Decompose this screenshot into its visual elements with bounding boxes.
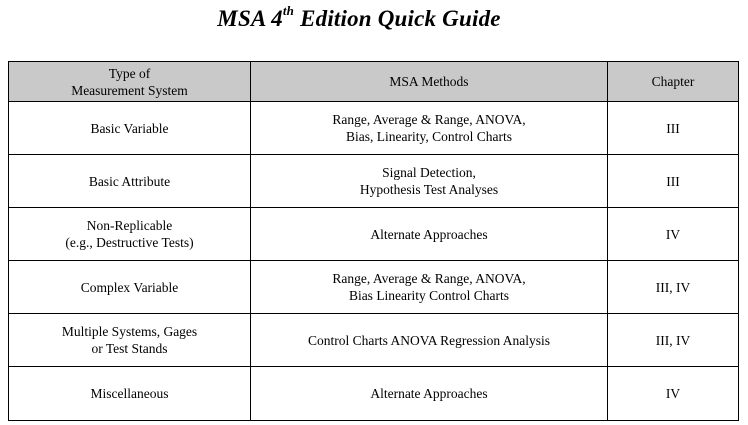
measurement-system-type-cell — [9, 314, 251, 367]
msa-methods-cell — [251, 261, 608, 314]
msa-methods-cell — [251, 314, 608, 367]
measurement-system-type-cell — [9, 208, 251, 261]
chapter-cell: III — [608, 102, 739, 155]
cell-text-line: Complex Variable — [80, 279, 179, 295]
cell-text-line: Basic Attribute — [88, 173, 171, 189]
cell-text-line: Range, Average & Range, ANOVA, — [332, 112, 526, 127]
msa-methods-cell — [251, 155, 608, 208]
cell-text-line: Range, Average & Range, ANOVA, — [332, 271, 526, 286]
header-text-line: Chapter — [651, 74, 695, 89]
title-suffix: Edition Quick Guide — [294, 6, 501, 31]
cell-text-line: Miscellaneous — [90, 386, 169, 401]
table-row — [9, 314, 739, 367]
header-row — [9, 62, 739, 102]
cell-text-line: (e.g., Destructive Tests) — [65, 235, 194, 250]
chapter-cell: IV — [608, 367, 739, 421]
msa-methods-cell — [251, 367, 608, 421]
header-text-line: Type of — [108, 65, 151, 81]
chapter-cell: III — [608, 155, 739, 208]
cell-text-line: Hypothesis Test Analyses — [359, 182, 499, 197]
title-prefix: MSA 4 — [217, 6, 283, 31]
cell-text-line: Non-Replicable — [86, 218, 173, 233]
header-msa-methods — [251, 62, 608, 102]
chapter-cell: III, IV — [608, 314, 739, 367]
cell-text-line: Alternate Approaches — [370, 226, 488, 242]
cell-text-line: Alternate Approaches — [370, 386, 488, 401]
header-text-line: Measurement System — [71, 82, 188, 98]
measurement-system-type-cell — [9, 367, 251, 421]
msa-quick-guide-table — [8, 61, 739, 421]
measurement-system-type-cell — [9, 261, 251, 314]
header-measurement-system-type — [9, 62, 251, 102]
cell-text-line: Signal Detection, — [382, 165, 476, 180]
measurement-system-type-cell — [9, 155, 251, 208]
title-superscript: th — [282, 3, 295, 19]
table-row — [9, 102, 739, 155]
table-row — [9, 261, 739, 314]
cell-text-line: Basic Variable — [90, 120, 169, 136]
cell-text-line: Bias Linearity Control Charts — [348, 288, 510, 303]
header-text-line: MSA Methods — [389, 74, 469, 89]
cell-text-line: Bias, Linearity, Control Charts — [346, 129, 512, 144]
table-row — [9, 208, 739, 261]
table-row — [9, 367, 739, 421]
chapter-cell: III, IV — [608, 261, 739, 314]
cell-text-line: or Test Stands — [91, 341, 168, 356]
cell-text-line: Control Charts ANOVA Regression Analysis — [307, 332, 550, 348]
measurement-system-type-cell — [9, 102, 251, 155]
page-title — [0, 3, 718, 32]
msa-methods-cell — [251, 208, 608, 261]
header-chapter — [608, 62, 739, 102]
cell-text-line: Multiple Systems, Gages — [61, 324, 198, 339]
chapter-cell: IV — [608, 208, 739, 261]
table-row — [9, 155, 739, 208]
msa-methods-cell — [251, 102, 608, 155]
